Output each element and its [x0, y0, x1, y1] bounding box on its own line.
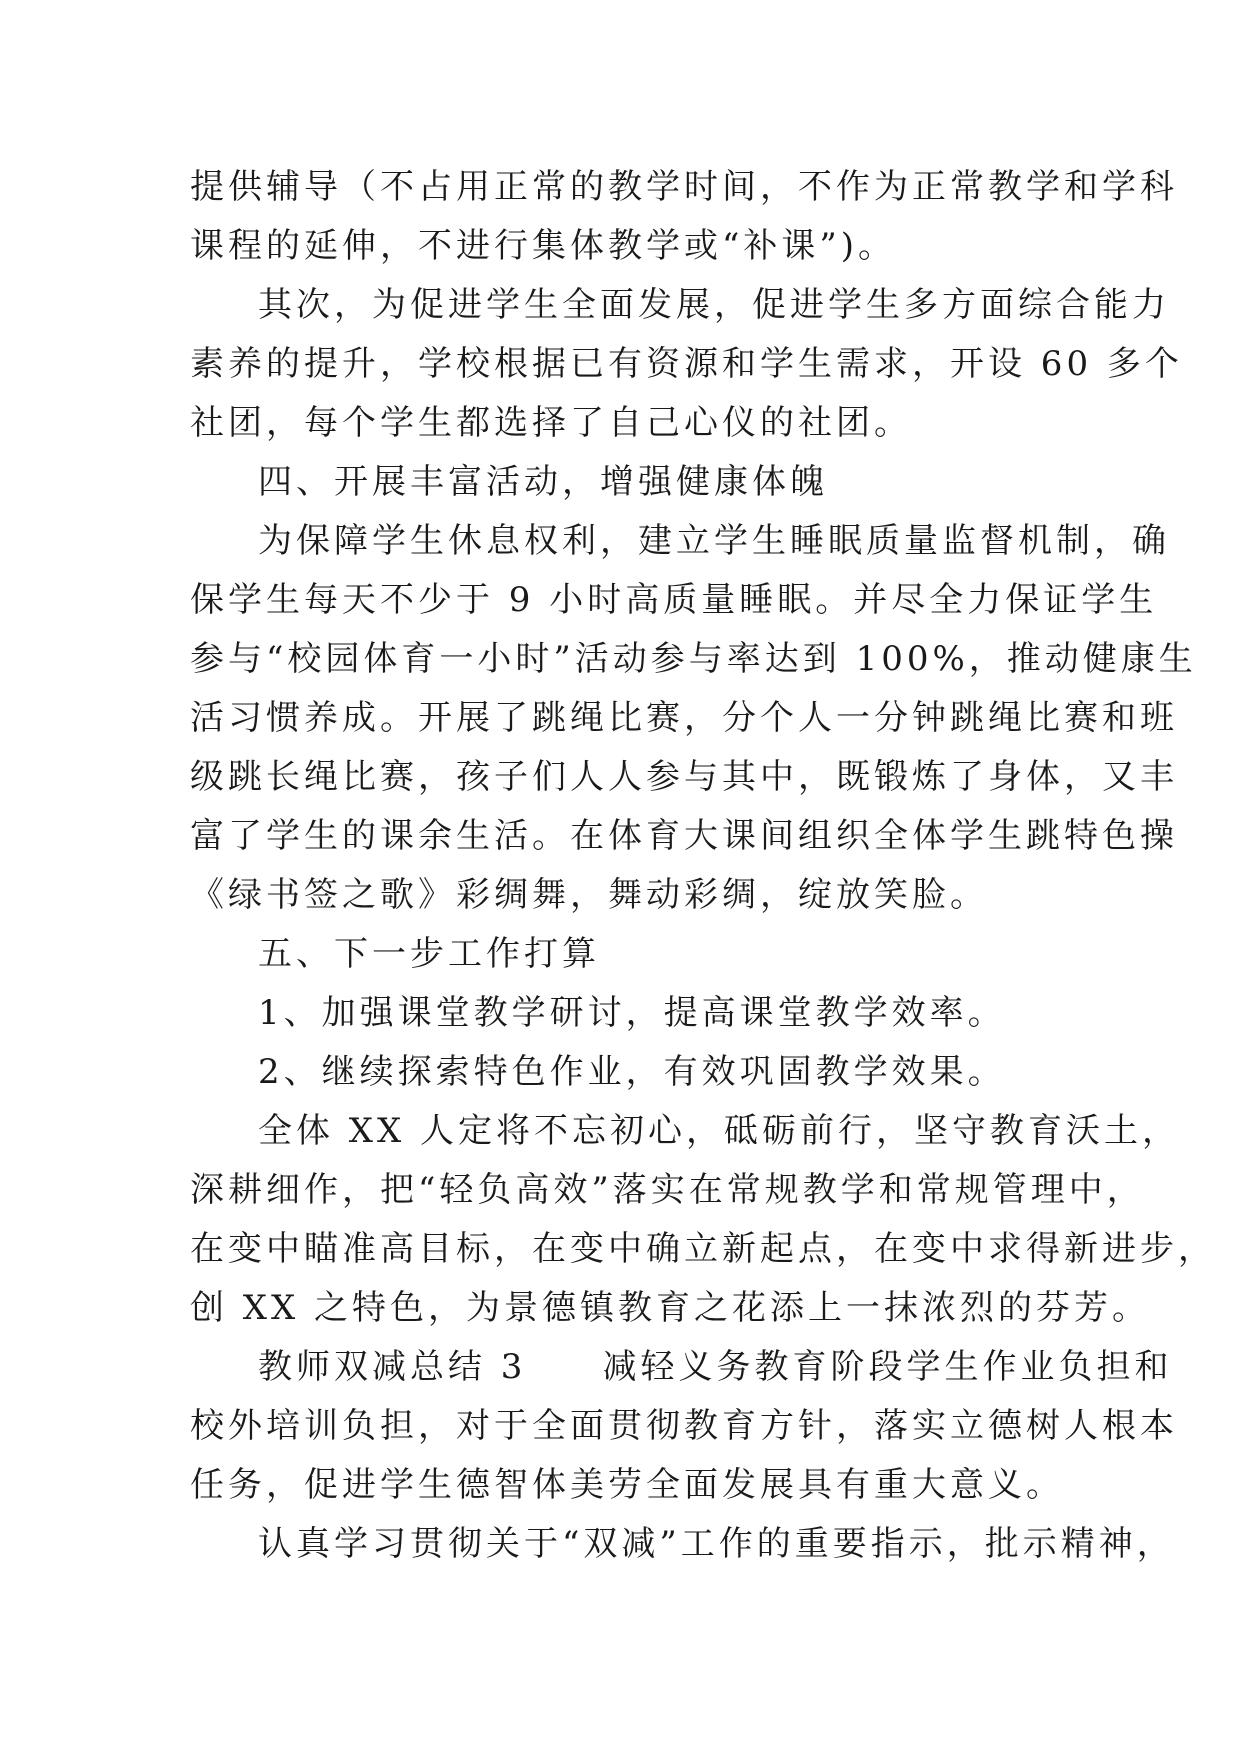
text-line: 《绿书签之歌》彩绸舞，舞动彩绸，绽放笑脸。 — [190, 875, 988, 915]
text-line: 在变中瞄准高目标，在变中确立新起点，在变中求得新进步， — [190, 1229, 1216, 1269]
text-line: 认真学习贯彻关于“双减”工作的重要指示，批示精神， — [258, 1524, 1175, 1564]
list-item: 1、加强课堂教学研讨，提高课堂教学效率。 — [258, 993, 1006, 1033]
text-line: 素养的提升，学校根据已有资源和学生需求，开设 60 多个 — [190, 344, 1183, 384]
text-line: 创 XX 之特色，为景德镇教育之花添上一抹浓烈的芬芳。 — [190, 1288, 1151, 1328]
text-line: 级跳长绳比赛，孩子们人人参与其中，既锻炼了身体，又丰 — [190, 757, 1178, 797]
text-line: 保学生每天不少于 9 小时高质量睡眠。并尽全力保证学生 — [190, 580, 1158, 620]
text-line: 为保障学生休息权利，建立学生睡眠质量监督机制，确 — [258, 521, 1170, 561]
text-line: 课程的延伸，不进行集体教学或“补课”)。 — [190, 226, 897, 266]
text-line: 任务，促进学生德智体美劳全面发展具有重大意义。 — [190, 1465, 1064, 1505]
document-body — [190, 158, 1216, 1574]
text-line: 其次，为促进学生全面发展，促进学生多方面综合能力 — [258, 285, 1170, 325]
text-line: 教师双减总结 3 减轻义务教育阶段学生作业负担和 — [258, 1347, 1173, 1387]
text-line: 深耕细作，把“轻负高效”落实在常规教学和常规管理中， — [190, 1170, 1145, 1210]
text-line: 活习惯养成。开展了跳绳比赛，分个人一分钟跳绳比赛和班 — [190, 698, 1178, 738]
text-line: 参与“校园体育一小时”活动参与率达到 100%，推动健康生 — [190, 639, 1197, 679]
section-heading: 五、下一步工作打算 — [258, 934, 600, 974]
text-line: 全体 XX 人定将不忘初心，砥砺前行，坚守教育沃土， — [258, 1111, 1181, 1151]
list-item: 2、继续探索特色作业，有效巩固教学效果。 — [258, 1052, 1006, 1092]
text-line: 校外培训负担，对于全面贯彻教育方针，落实立德树人根本 — [190, 1406, 1178, 1446]
text-line: 富了学生的课余生活。在体育大课间组织全体学生跳特色操 — [190, 816, 1178, 856]
section-heading: 四、开展丰富活动，增强健康体魄 — [258, 462, 828, 502]
text-line: 社团，每个学生都选择了自己心仪的社团。 — [190, 403, 912, 443]
text-line: 提供辅导（不占用正常的教学时间，不作为正常教学和学科 — [190, 167, 1178, 207]
